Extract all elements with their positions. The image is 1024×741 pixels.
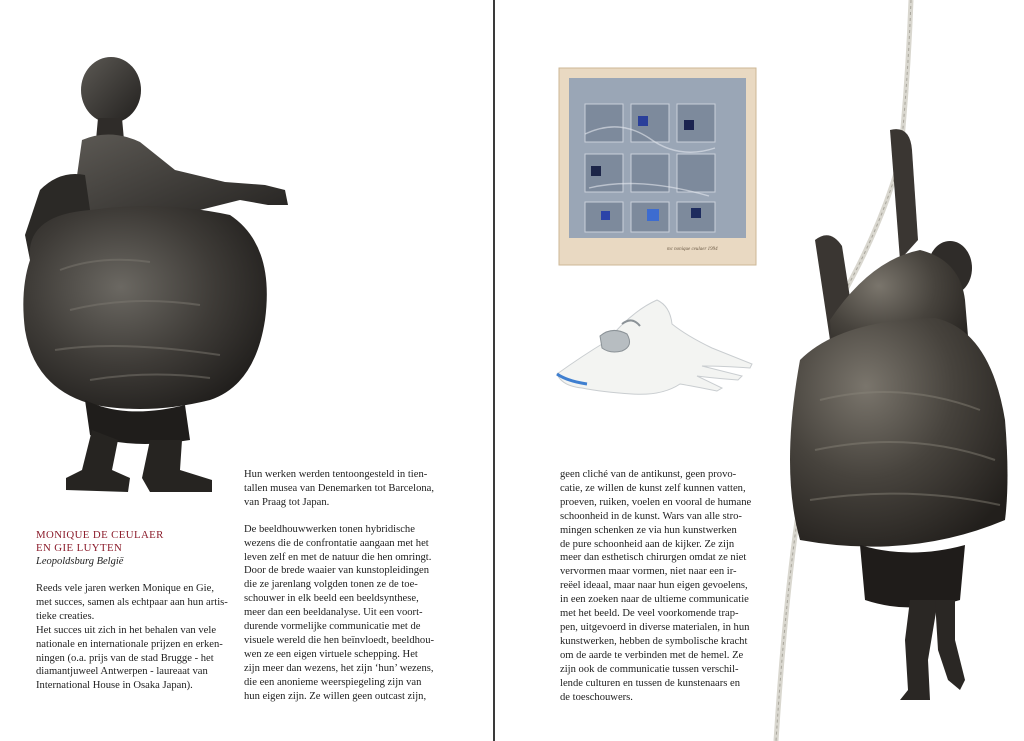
framed-glass-artwork <box>559 68 756 265</box>
text-line: diamantjuweel Antwerpen - laureaat van <box>36 666 208 678</box>
bronze-sculpture-figure <box>0 0 300 500</box>
framed-artwork-signature: mc nonique ceulaer 1994 <box>667 247 718 252</box>
text-line: meer dan esthetisch chirurgen omdat ze niet <box>560 552 747 564</box>
text-line: lende culturen en tussen de kunstenaars en <box>560 677 741 689</box>
text-line: met succes, samen als echtpaar aan hun artis- <box>36 596 228 608</box>
text-line: tallen musea van Denemarken tot Barcelona, <box>244 482 435 494</box>
text-line: schouwer in elk beeld een beeldsynthese, <box>244 593 419 605</box>
porcelain-sculpture <box>552 296 757 408</box>
text-line: visuele wereld die hen beïnvloedt, beeldhou- <box>244 634 435 646</box>
text-line: die een anonieme weerspiegeling zijn van <box>244 676 422 688</box>
text-line: mingen schenken ze via hun kunstwerken <box>560 524 737 536</box>
text-line: durende vormelijke communicatie met de <box>244 621 421 633</box>
text-line: pen, uitgevoerd in diverse materialen, in hun <box>560 621 750 633</box>
text-line: in een zoeken naar de ultieme communicatie <box>560 594 749 606</box>
text-line: Hun werken werden tentoongesteld in tien- <box>244 469 428 480</box>
text-line: meer dan een beeldanalyse. Uit een voort- <box>244 607 423 619</box>
text-line: International House in Osaka Japan). <box>36 680 193 692</box>
text-line: schoonheid in de kunst. Wars van alle stro- <box>560 510 742 522</box>
text-line: wen ze een eigen virtuele schepping. Het <box>244 648 418 660</box>
text-line: nationale en internationale prijzen en erken- <box>36 638 223 650</box>
page-gutter <box>493 0 495 741</box>
text-line: de toeschouwers. <box>560 691 633 703</box>
bronze-sculpture-climber <box>760 0 1024 741</box>
text-line: die ze jarenlang volgden tonen ze de toe- <box>244 579 418 591</box>
text-line: zijn meer dan wezens, het zijn ‘hun’ wezens, <box>244 662 434 674</box>
text-line: reëel ideaal, maar naar hun eigen gevoelens, <box>560 580 748 592</box>
text-line: Het succes uit zich in het behalen van vele <box>36 624 217 636</box>
text-column-2 <box>244 468 459 704</box>
text-line: proeven, ruiken, voelen en vooral de humane <box>560 496 752 508</box>
text-line: Reeds vele jaren werken Monique en Gie, <box>36 583 214 594</box>
artist-name-line2: EN GIE LUYTEN <box>36 542 123 554</box>
text-line: leven zelf en met de natuur die hen omringt. <box>244 551 432 563</box>
text-line: De beeldhouwwerken tonen hybridische <box>244 523 415 535</box>
text-line: wezens die de confrontatie aangaan met het <box>244 537 429 549</box>
text-line: om de aarde te verbinden met de hemel. Ze <box>560 649 744 661</box>
text-line: met het beeld. De veel voorkomende trap- <box>560 608 739 620</box>
text-line: de pure schoonheid aan de kijker. Ze zijn <box>560 538 735 550</box>
text-line: Door de brede waaier van kunstopleidingen <box>244 565 430 577</box>
text-line: ningen (o.a. prijs van de stad Brugge - het <box>36 652 214 664</box>
text-line: kunstwerken, hebben de symbolische kracht <box>560 635 748 647</box>
artist-name-line1: MONIQUE DE CEULAER <box>36 529 164 541</box>
text-line: tieke creaties. <box>36 610 95 622</box>
artist-location: Leopoldsburg België <box>36 556 124 567</box>
text-line: hun eigen zijn. Ze willen geen outcast zijn, <box>244 690 427 702</box>
text-line: geen cliché van de antikunst, geen provo- <box>560 469 737 480</box>
text-column-1 <box>36 582 241 693</box>
text-line: van Praag tot Japan. <box>244 496 330 508</box>
artist-header <box>36 529 236 568</box>
text-line: vervormen maar vormen, niet naar een ir- <box>560 566 737 578</box>
text-line: catie, ze willen de kunst zelf kunnen vatten, <box>560 482 746 494</box>
text-line: zijn ook de communicatie tussen verschil- <box>560 663 739 675</box>
text-column-3 <box>560 468 775 704</box>
